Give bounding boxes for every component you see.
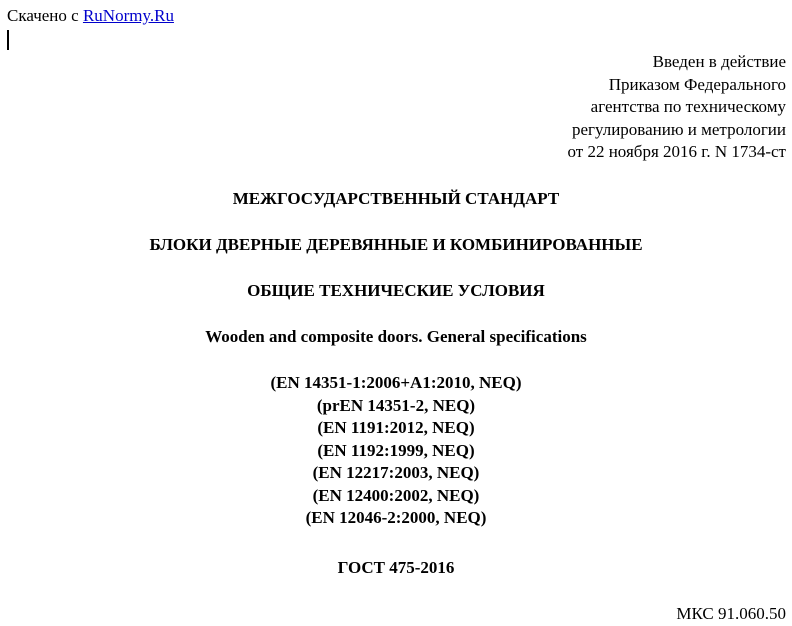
reference-standard: (EN 1191:2012, NEQ) — [317, 418, 475, 437]
reference-standards-list — [0, 372, 792, 530]
intro-line: Введен в действие — [652, 52, 786, 71]
download-source-line — [7, 6, 174, 26]
standard-type-heading: МЕЖГОСУДАРСТВЕННЫЙ СТАНДАРТ — [232, 189, 560, 208]
introduction-notice — [568, 51, 787, 164]
intro-line: агентства по техническому — [590, 97, 786, 116]
runormy-link[interactable]: RuNormy.Ru — [82, 6, 174, 25]
reference-standard: (EN 12046-2:2000, NEQ) — [305, 508, 487, 527]
reference-standard: (EN 12400:2002, NEQ) — [312, 485, 480, 505]
reference-standard: (EN 12217:2003, NEQ) — [312, 463, 480, 482]
download-prefix: Скачено с — [7, 6, 79, 25]
reference-standard: (prEN 14351-2, NEQ) — [316, 395, 476, 415]
mks-code: МКС 91.060.50 — [676, 604, 786, 623]
intro-line: Приказом Федерального — [608, 74, 786, 94]
reference-standard: (EN 14351-1:2006+A1:2010, NEQ) — [270, 373, 522, 392]
text-cursor — [7, 30, 9, 50]
english-title: Wooden and composite doors. General specifications — [205, 327, 587, 346]
intro-line: регулированию и метрологии — [571, 119, 786, 139]
standard-title: БЛОКИ ДВЕРНЫЕ ДЕРЕВЯННЫЕ И КОМБИНИРОВАННЫЕ — [149, 235, 643, 254]
gost-designation: ГОСТ 475-2016 — [337, 558, 455, 577]
reference-standard: (EN 1192:1999, NEQ) — [317, 440, 475, 460]
standard-subtitle: ОБЩИЕ ТЕХНИЧЕСКИЕ УСЛОВИЯ — [247, 281, 545, 300]
intro-line: от 22 ноября 2016 г. N 1734-ст — [567, 142, 786, 161]
